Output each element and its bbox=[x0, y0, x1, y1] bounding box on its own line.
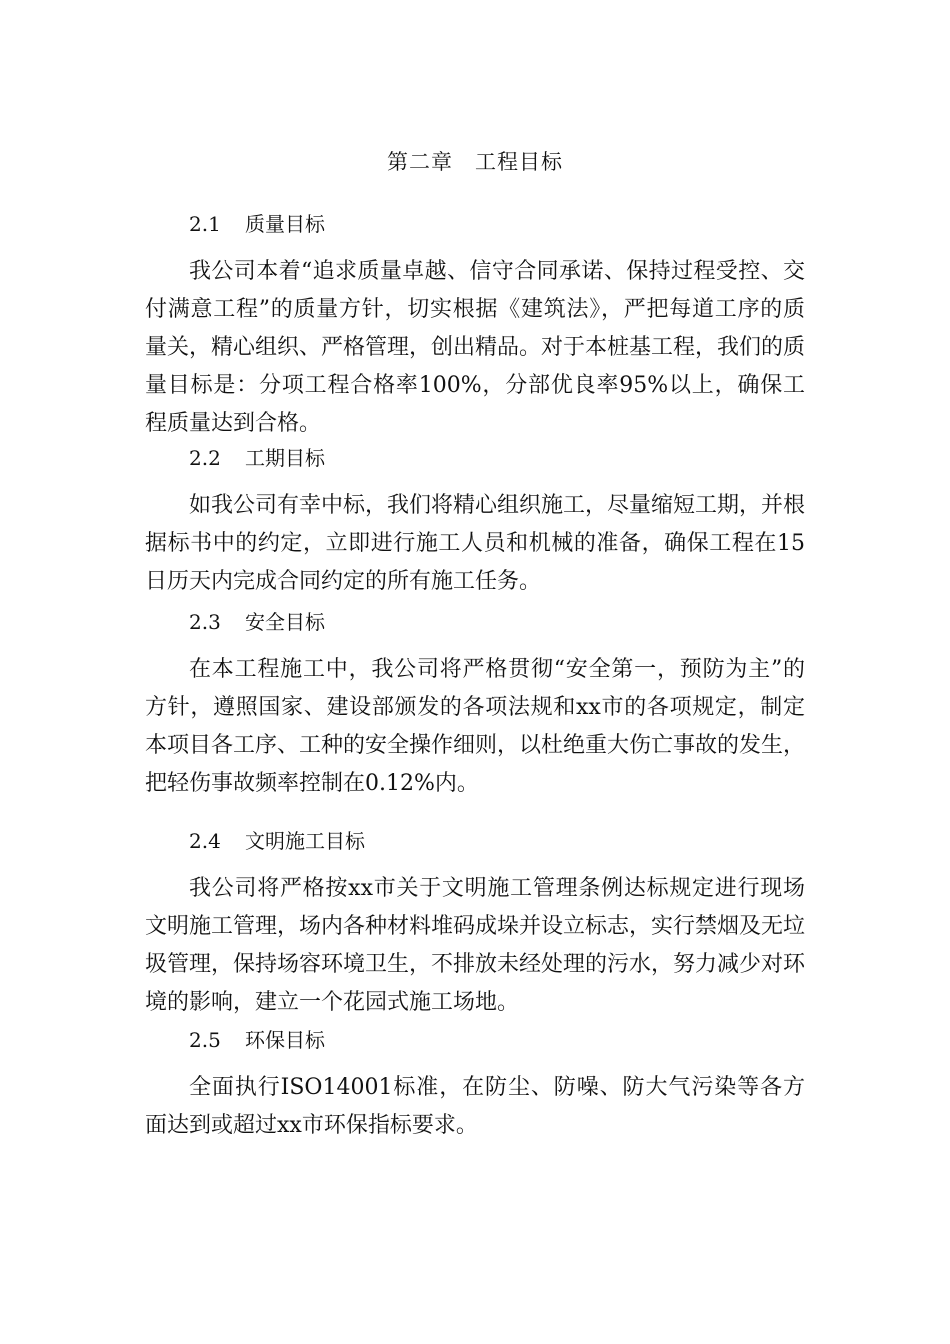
section-quality bbox=[145, 209, 805, 443]
section-safety bbox=[145, 607, 805, 803]
section-title: 环保目标 bbox=[245, 1028, 325, 1052]
section-title: 质量目标 bbox=[245, 212, 325, 236]
section-heading bbox=[145, 607, 805, 637]
section-heading bbox=[145, 1025, 805, 1055]
section-number: 2.4 bbox=[189, 829, 221, 853]
section-body: 如我公司有幸中标，我们将精心组织施工，尽量缩短工期，并根据标书中的约定，立即进行施工人员和机械的准备，确保工程在15日历天内完成合同约定的所有施工任务。 bbox=[145, 493, 806, 594]
section-number: 2.3 bbox=[189, 610, 221, 634]
section-number: 2.1 bbox=[189, 212, 221, 236]
chapter-label: 第二章 bbox=[387, 150, 453, 174]
section-number: 2.5 bbox=[189, 1028, 221, 1052]
section-heading bbox=[145, 209, 805, 239]
section-title: 工期目标 bbox=[245, 446, 325, 470]
section-number: 2.2 bbox=[189, 446, 221, 470]
section-civilized-construction bbox=[145, 826, 805, 1022]
section-body: 在本工程施工中，我公司将严格贯彻“安全第一，预防为主”的方针，遵照国家、建设部颁发的各项法规和xx市的各项规定，制定本项目各工序、工种的安全操作细则，以杜绝重大伤亡事故的发生，把轻伤事故频率控制在0.12%内。 bbox=[145, 657, 806, 796]
chapter-title-text: 工程目标 bbox=[475, 150, 563, 174]
section-heading bbox=[145, 443, 805, 473]
section-title: 安全目标 bbox=[245, 610, 325, 634]
section-body: 我公司本着“追求质量卓越、信守合同承诺、保持过程受控、交付满意工程”的质量方针，切实根据《建筑法》，严把每道工序的质量关，精心组织、严格管理，创出精品。对于本桩基工程，我们的质量目标是：分项工程合格率100%，分部优良率95%以上，确保工程质量达到合格。 bbox=[145, 259, 806, 436]
section-schedule bbox=[145, 443, 805, 601]
chapter-title bbox=[0, 146, 950, 178]
section-environmental bbox=[145, 1025, 805, 1145]
section-body: 我公司将严格按xx市关于文明施工管理条例达标规定进行现场文明施工管理，场内各种材料堆码成垛并设立标志，实行禁烟及无垃圾管理，保持场容环境卫生，不排放未经处理的污水，努力减少对环境的影响，建立一个花园式施工场地。 bbox=[145, 876, 806, 1015]
section-title: 文明施工目标 bbox=[245, 829, 365, 853]
section-heading bbox=[145, 826, 805, 856]
section-body: 全面执行ISO14001标准，在防尘、防噪、防大气污染等各方面达到或超过xx市环保指标要求。 bbox=[145, 1075, 805, 1138]
